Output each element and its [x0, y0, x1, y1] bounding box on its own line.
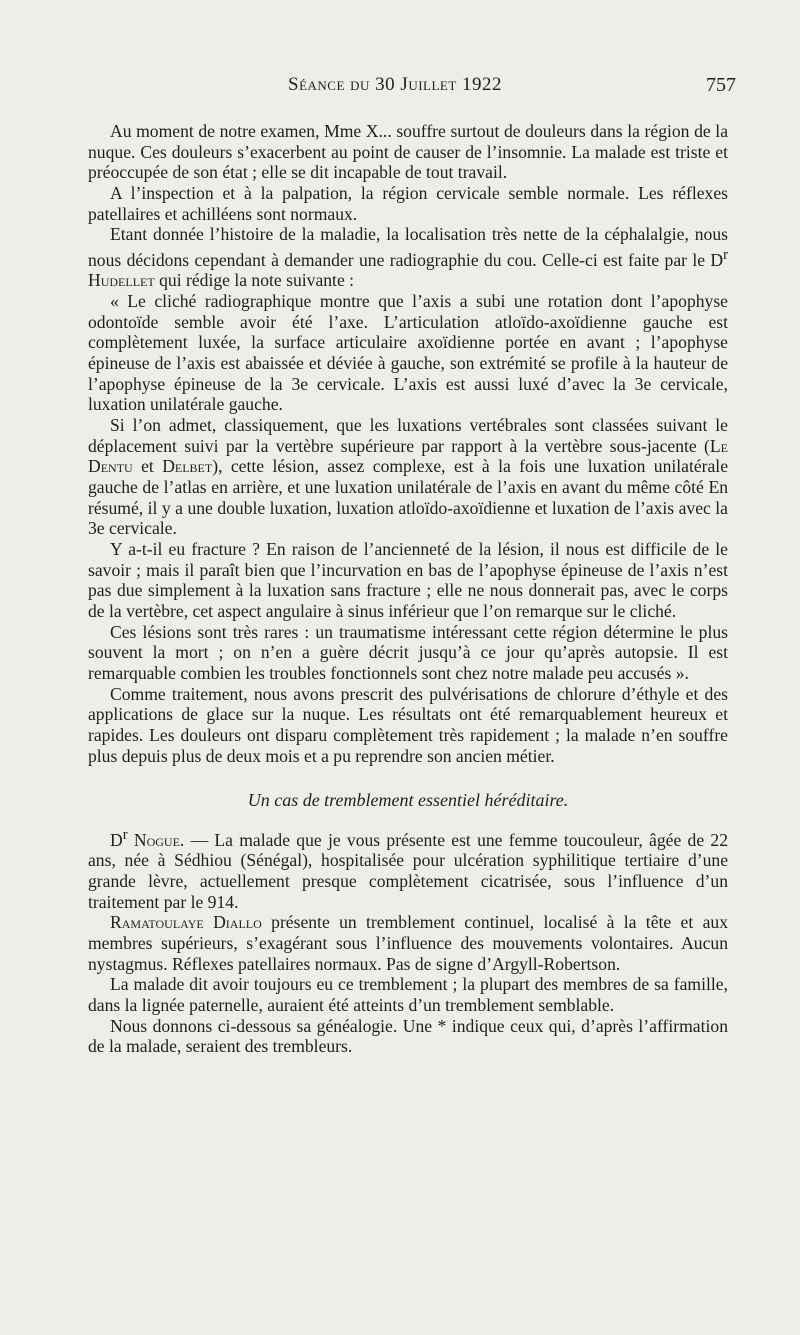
- person-name: Hudellet: [88, 270, 155, 291]
- author-name: Le Dentu: [88, 435, 728, 477]
- author-name: Delbet: [162, 456, 213, 477]
- paragraph: Y a-t-il eu fracture ? En raison de l’ancienneté de la lésion, il nous est difficile de le savoir ; mais il paraît bien que l’incurvation en bas de l’apophyse épineuse de l’axis n’est pas due simplement à la luxation sans fracture ; elle ne nous donnerait pas, avec le corps de la vertèbre, cet aspect angulaire à sinus inférieur que l’on remarque sur le cliché.: [88, 538, 728, 621]
- page-number: 757: [706, 74, 736, 96]
- paragraph-text: ), cette lésion, assez complexe, est à la fois une luxation unilatérale gauche de l’atlas en arrière, et une luxation unilatérale de l’axis en avant du même côté En résumé, il y a une double luxation, luxation atloïdo-axoïdienne et luxation de l’axis avec la 3e cervicale.: [88, 456, 729, 539]
- paragraph-text: et: [132, 456, 163, 477]
- paragraph-text: . — La malade que je vous présente est une femme toucouleur, âgée de 22 ans, née à Sédhiou (Sénégal), hospitalisée pour ulcération syphilitique tertiaire d’une grande lèvre, actuellement presque complètement cicatrisée, sous l’influence d’un traitement par le 914.: [88, 829, 728, 912]
- paragraph-text: Etant donnée l’histoire de la maladie, la localisation très nette de la céphalalgie, nous nous décidons cependant à demander une radiographie du cou. Celle-ci est faite par le D: [88, 224, 728, 270]
- paragraph: Nous donnons ci-dessous sa généalogie. Une * indique ceux qui, d’après l’affirmation de la malade, seraient des trembleurs.: [88, 1015, 728, 1057]
- paragraph-text: Si l’on admet, classiquement, que les luxations vertébrales sont classées suivant le déplacement suivi par la vertèbre supérieure par rapport à la vertèbre sous-jacente (: [88, 415, 728, 456]
- paragraph: Au moment de notre examen, Mme X... souffre surtout de douleurs dans la région de la nuque. Ces douleurs s’exacerbent au point de causer de l’insomnie. La malade est triste et préoccupée de son état ; elle se dit incapable de tout travail.: [88, 121, 728, 183]
- paragraph-text: présente un tremblement continuel, localisé à la tête et aux membres supérieurs, s’exagérant sous l’influence des mouvements volontaires. Aucun nystagmus. Réflexes patellaires normaux. Pas de signe d’Argyll-Robertson.: [88, 912, 728, 974]
- paragraph-text: qui rédige la note suivante :: [154, 270, 355, 291]
- running-title: Séance du 30 Juillet 1922: [288, 74, 503, 95]
- paragraph: [88, 912, 728, 974]
- paragraph-text: D: [110, 829, 123, 850]
- paragraph: [88, 825, 728, 912]
- superscript: r: [723, 246, 728, 263]
- paragraph: Ces lésions sont très rares : un traumatisme intéressant cette région détermine le plus souvent la mort ; on n’en a guère décrit jusqu’à ce jour qu’après autopsie. Il est remarquable combien les troubles fonctionnels sont chez notre malade peu accusés ».: [88, 621, 728, 683]
- paragraph: [88, 224, 728, 291]
- body-text: [88, 121, 728, 1057]
- paragraph: La malade dit avoir toujours eu ce tremblement ; la plupart des membres de sa famille, dans la lignée paternelle, auraient été atteints d’un tremblement semblable.: [88, 974, 728, 1015]
- section-title: Un cas de tremblement essentiel héréditaire.: [247, 790, 569, 811]
- page-header: [88, 74, 736, 98]
- paragraph: Comme traitement, nous avons prescrit des pulvérisations de chlorure d’éthyle et des applications de glace sur la nuque. Les résultats ont été remarquablement heureux et rapides. Les douleurs ont disparu complètement très rapidement ; la malade n’en souffre plus depuis plus de deux mois et a pu reprendre son ancien métier.: [88, 683, 728, 766]
- superscript: r: [122, 826, 128, 843]
- paragraph: « Le cliché radiographique montre que l’axis a subi une rotation dont l’apophyse odontoïde semble avoir été l’axe. L’articulation atloïdo-axoïdienne gauche est complètement luxée, la surface articulaire axoïdienne portée en avant ; l’apophyse épineuse de l’axis est abaissée et déviée à gauche, son extrémité se profile à la hauteur de l’apophyse épineuse de la 3e cervicale. L’axis est aussi luxé d’avec la 3e cervicale, luxation unilatérale gauche.: [88, 291, 728, 415]
- paragraph: [88, 415, 728, 539]
- patient-name: Ramatoulaye Diallo: [110, 912, 262, 933]
- person-name: Nogue: [127, 829, 180, 850]
- paragraph: A l’inspection et à la palpation, la région cervicale semble normale. Les réflexes patellaires et achilléens sont normaux.: [88, 182, 728, 224]
